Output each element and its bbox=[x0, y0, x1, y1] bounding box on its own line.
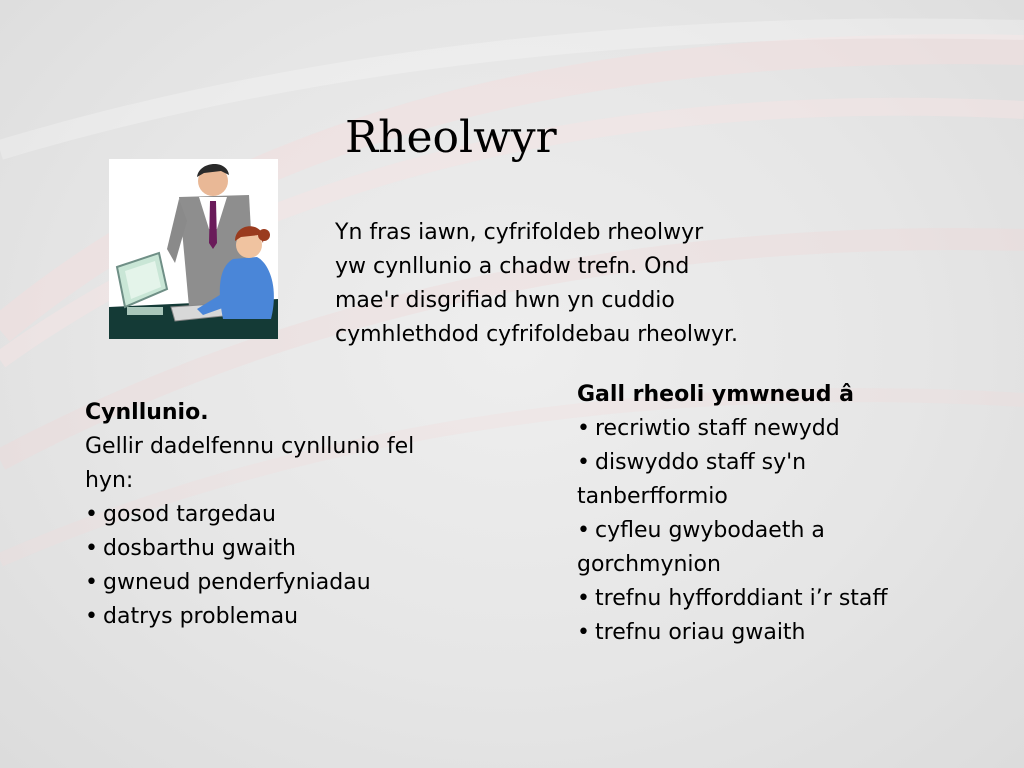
list-item-label: diswyddo staff sy'n bbox=[595, 450, 807, 475]
list-item bbox=[577, 412, 1017, 446]
bullet-icon: • bbox=[577, 450, 590, 475]
slide-title: Rheolwyr bbox=[345, 112, 557, 163]
intro-line: yw cynllunio a chadw trefn. Ond bbox=[335, 254, 690, 279]
list-item bbox=[85, 566, 515, 600]
list-item-label: trefnu oriau gwaith bbox=[595, 620, 806, 645]
list-item-label: dosbarthu gwaith bbox=[103, 536, 297, 561]
list-item bbox=[85, 600, 515, 634]
bullet-icon: • bbox=[577, 586, 590, 611]
intro-paragraph bbox=[335, 216, 855, 352]
bullet-icon: • bbox=[577, 620, 590, 645]
list-item-label: datrys problemau bbox=[103, 604, 299, 629]
intro-line: mae'r disgrifiad hwn yn cuddio bbox=[335, 288, 675, 313]
list-item bbox=[577, 514, 1017, 548]
bullet-icon: • bbox=[85, 536, 98, 561]
list-item bbox=[577, 616, 1017, 650]
intro-line: Yn fras iawn, cyfrifoldeb rheolwyr bbox=[335, 220, 704, 245]
list-item-label: gosod targedau bbox=[103, 502, 276, 527]
bullet-icon: • bbox=[85, 604, 98, 629]
list-item-label: cyfleu gwybodaeth a bbox=[595, 518, 825, 543]
list-item-label: gwneud penderfyniadau bbox=[103, 570, 371, 595]
planning-text-line: Gellir dadelfennu cynllunio fel bbox=[85, 434, 415, 459]
management-heading: Gall rheoli ymwneud â bbox=[577, 382, 855, 407]
planning-section bbox=[85, 396, 515, 634]
list-item bbox=[577, 582, 1017, 616]
bullet-icon: • bbox=[577, 518, 590, 543]
planning-heading: Cynllunio. bbox=[85, 400, 209, 425]
list-item bbox=[85, 498, 515, 532]
bullet-icon: • bbox=[577, 416, 590, 441]
list-item bbox=[577, 446, 1017, 480]
bullet-icon: • bbox=[85, 570, 98, 595]
list-item-continuation: gorchmynion bbox=[577, 552, 721, 577]
planning-text-line: hyn: bbox=[85, 468, 134, 493]
list-item-label: trefnu hyfforddiant i’r staff bbox=[595, 586, 888, 611]
manager-and-computer-user-icon bbox=[109, 159, 278, 339]
list-item-label: recriwtio staff newydd bbox=[595, 416, 840, 441]
intro-line: cymhlethdod cyfrifoldebau rheolwyr. bbox=[335, 322, 739, 347]
list-item-continuation: tanberfformio bbox=[577, 484, 728, 509]
management-section bbox=[577, 378, 1017, 650]
list-item bbox=[85, 532, 515, 566]
bullet-icon: • bbox=[85, 502, 98, 527]
